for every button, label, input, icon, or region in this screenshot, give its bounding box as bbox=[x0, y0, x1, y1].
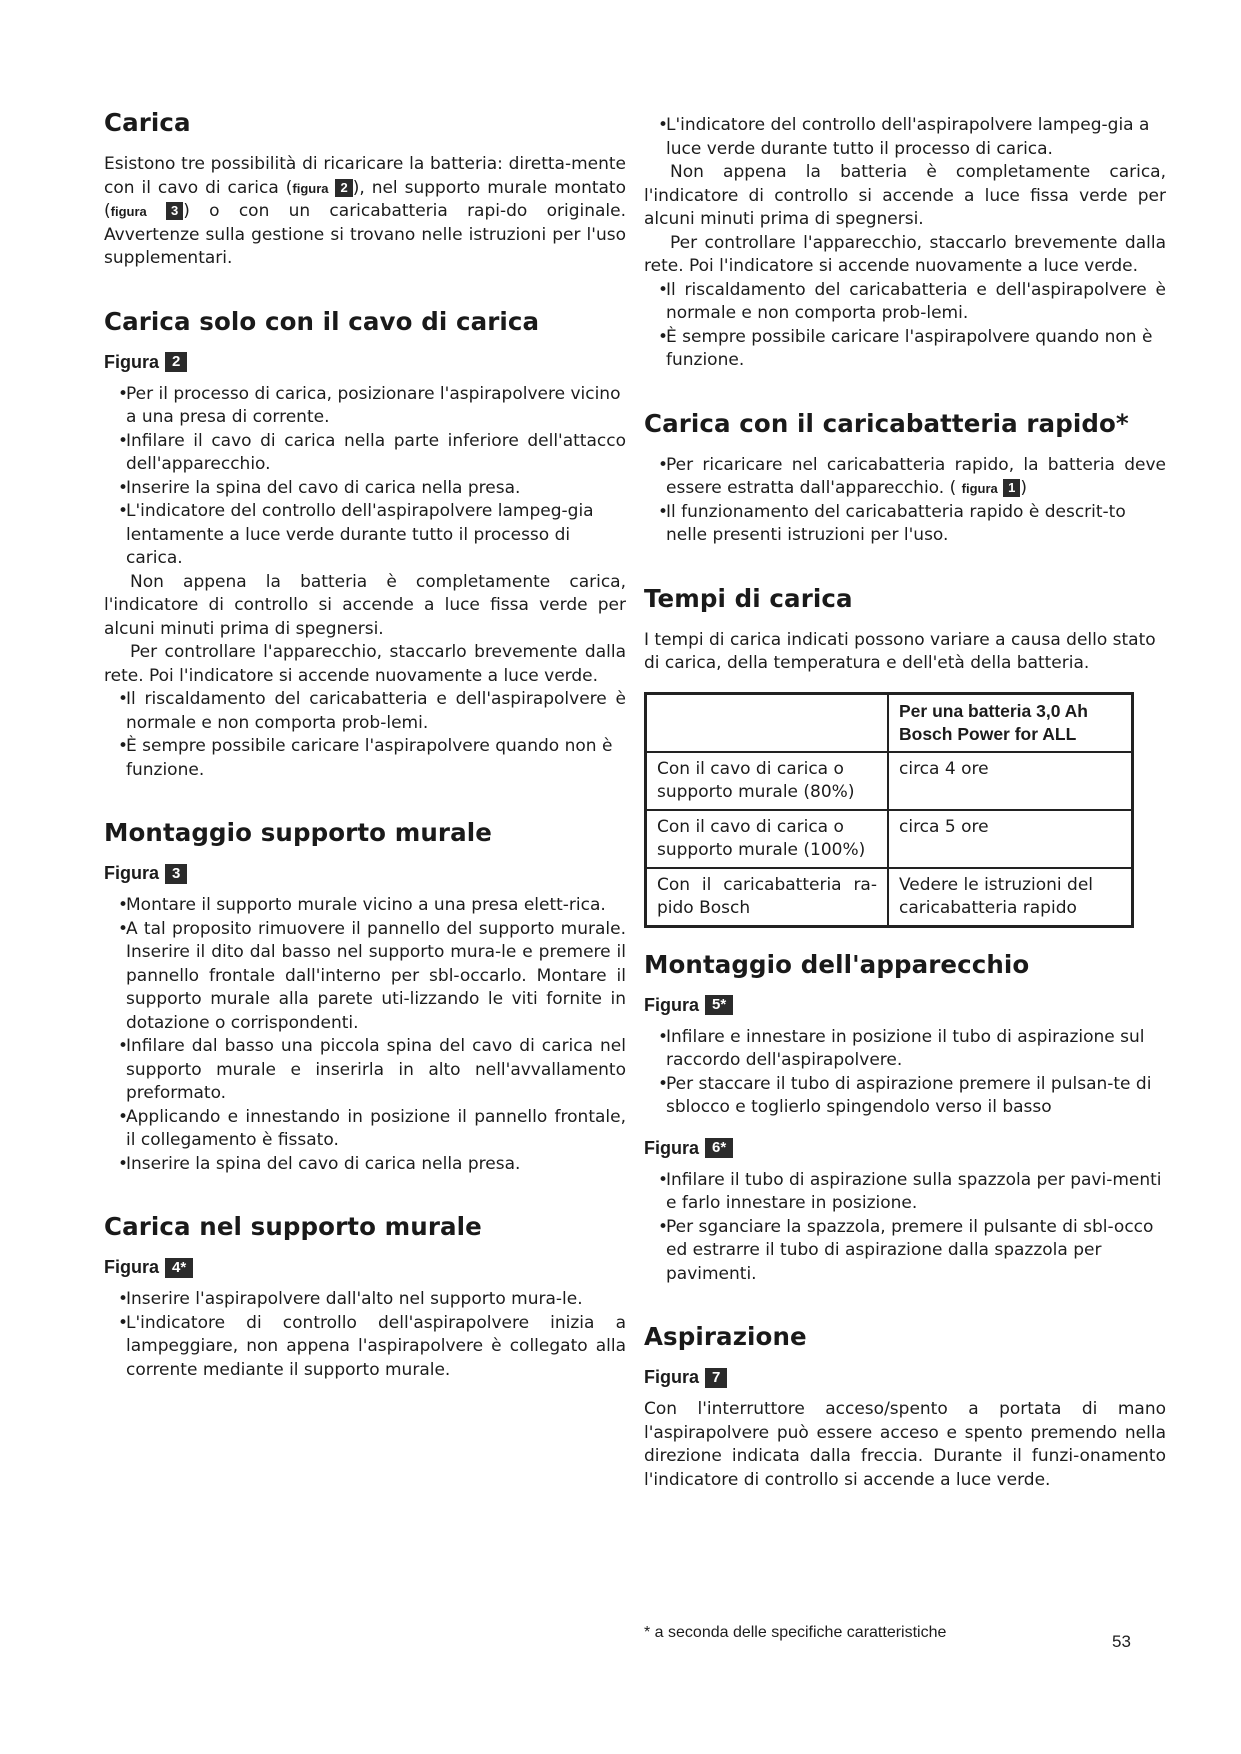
list-item: • A tal proposito rimuovere il pannello del supporto murale. Inserire il dito dal basso nel supporto mura-le e premere il pannello frontale dall'interno per sbl-occarlo. Montare il supporto murale alla parete uti-lizzando le viti fornite in dotazione o corrispondenti. bbox=[126, 918, 626, 1036]
figure-label: Figura 6* bbox=[644, 1138, 1166, 1159]
figure-label: Figura 4* bbox=[104, 1257, 626, 1278]
paragraph: Per controllare l'apparecchio, staccarlo brevemente dalla rete. Poi l'indicatore si accende nuovamente a luce verde. bbox=[644, 232, 1166, 276]
list-item: • Il riscaldamento del caricabatteria e dell'aspirapolvere è normale e non comporta prob-lemi. bbox=[126, 688, 626, 735]
carica-paragraph: Esistono tre possibilità di ricaricare la batteria: diretta-mente con il cavo di carica (figura 2 ), nel supporto murale montato (figura 3 ) o con un caricabatteria rapi-do originale. Avvertenze sulla gestione si trovano nelle istruzioni per l'uso supplementari. bbox=[104, 154, 627, 268]
list-item: • Infilare dal basso una piccola spina del cavo di carica nel supporto murale e inserirla in alto nell'avvallamento preformato. bbox=[126, 1035, 626, 1106]
bullet-list bbox=[104, 383, 626, 571]
section-montaggio-apparecchio bbox=[644, 950, 1166, 1287]
left-column bbox=[104, 108, 626, 1418]
table-cell: Vedere le istruzioni del caricabatteria rapido bbox=[888, 868, 1133, 927]
bullet-list bbox=[104, 688, 626, 782]
page-number: 53 bbox=[1112, 1632, 1131, 1651]
section-carica-continued bbox=[644, 114, 1166, 373]
list-item: • Montare il supporto murale vicino a una presa elett-rica. bbox=[126, 894, 626, 918]
list-item: • L'indicatore del controllo dell'aspirapolvere lampeg-gia lentamente a luce verde durante tutto il processo di carica. bbox=[126, 500, 626, 571]
list-item: • Il riscaldamento del caricabatteria e dell'aspirapolvere è normale e non comporta prob-lemi. bbox=[666, 279, 1166, 326]
paragraph: Non appena la batteria è completamente carica, l'indicatore di controllo si accende a luce fissa verde per alcuni minuti prima di spegnersi. bbox=[644, 162, 1166, 229]
bullet-list bbox=[104, 894, 626, 1176]
right-column bbox=[644, 114, 1166, 1528]
heading-supporto-murale: Carica nel supporto murale bbox=[104, 1212, 482, 1241]
list-item: • Applicando e innestando in posizione il pannello frontale, il collegamento è fissato. bbox=[126, 1106, 626, 1153]
tempi-intro: I tempi di carica indicati possono variare a causa dello stato di carica, della temperatura e dell'età della batteria. bbox=[644, 629, 1156, 673]
bullet-list bbox=[644, 114, 1166, 161]
paragraph: Non appena la batteria è completamente carica, l'indicatore di controllo si accende a luce fissa verde per alcuni minuti prima di spegnersi. bbox=[104, 571, 626, 639]
list-item: • Inserire la spina del cavo di carica nella presa. bbox=[126, 1153, 626, 1177]
list-item: • È sempre possibile caricare l'aspirapolvere quando non è funzione. bbox=[666, 326, 1166, 373]
bullet-list bbox=[644, 279, 1166, 373]
section-aspirazione bbox=[644, 1322, 1166, 1492]
figure-badge: 6* bbox=[705, 1138, 733, 1158]
bullet-list bbox=[644, 454, 1166, 548]
list-item: • Infilare il cavo di carica nella parte inferiore dell'attacco dell'apparecchio. bbox=[126, 430, 626, 477]
figure-badge: 5* bbox=[705, 995, 733, 1015]
figure-badge: 4* bbox=[165, 1258, 193, 1278]
heading-montaggio-apparecchio: Montaggio dell'apparecchio bbox=[644, 949, 1030, 979]
footnote: * a seconda delle specifiche caratteristiche bbox=[644, 1624, 947, 1641]
list-item: • Per sganciare la spazzola, premere il pulsante di sbl-occo ed estrarre il tubo di aspirazione dalla spazzola per pavimenti. bbox=[666, 1216, 1166, 1287]
figure-badge: 2 bbox=[335, 179, 352, 197]
heading-solo-cavo: Carica solo con il cavo di carica bbox=[104, 306, 540, 336]
bullet-list bbox=[644, 1169, 1166, 1287]
table-cell bbox=[646, 693, 889, 752]
section-caricabatteria-rapido bbox=[644, 409, 1166, 548]
table-cell: circa 4 ore bbox=[888, 752, 1133, 810]
list-item: • È sempre possibile caricare l'aspirapolvere quando non è funzione. bbox=[126, 735, 626, 782]
table-row bbox=[646, 868, 1133, 927]
figure-badge: 7 bbox=[705, 1368, 727, 1388]
figure-badge: 3 bbox=[166, 202, 183, 220]
bullet-list bbox=[644, 1026, 1166, 1120]
list-item: • L'indicatore del controllo dell'aspirapolvere lampeg-gia a luce verde durante tutto il processo di carica. bbox=[666, 114, 1166, 161]
figure-label: Figura 3 bbox=[104, 863, 626, 884]
list-item: • Per il processo di carica, posizionare l'aspirapolvere vicino a una presa di corrente. bbox=[126, 383, 626, 430]
heading-tempi: Tempi di carica bbox=[644, 583, 853, 613]
figure-label: Figura 2 bbox=[104, 352, 626, 373]
table-cell: Con il cavo di carica o supporto murale (100%) bbox=[646, 810, 889, 868]
list-item: • Inserire l'aspirapolvere dall'alto nel supporto mura-le. bbox=[126, 1288, 626, 1312]
figure-badge: 3 bbox=[165, 864, 187, 884]
table-header-row bbox=[646, 693, 1133, 752]
section-montaggio-supporto bbox=[104, 818, 626, 1176]
section-carica bbox=[104, 108, 626, 271]
section-solo-cavo bbox=[104, 307, 626, 783]
list-item: • L'indicatore di controllo dell'aspirapolvere inizia a lampeggiare, non appena l'aspirapolvere è collegato alla corrente mediante il supporto murale. bbox=[126, 1312, 626, 1383]
table-row bbox=[646, 810, 1133, 868]
heading-montaggio-supporto: Montaggio supporto murale bbox=[104, 818, 492, 847]
list-item: • Infilare il tubo di aspirazione sulla spazzola per pavi-menti e farlo innestare in posizione. bbox=[666, 1169, 1166, 1216]
list-item: • Il funzionamento del caricabatteria rapido è descrit-to nelle presenti istruzioni per l'uso. bbox=[666, 501, 1166, 548]
heading-carica: Carica bbox=[104, 108, 191, 137]
list-item: • Infilare e innestare in posizione il tubo di aspirazione sul raccordo dell'aspirapolvere. bbox=[666, 1026, 1166, 1073]
table-header-cell: Per una batteria 3,0 Ah Bosch Power for ALL bbox=[888, 693, 1133, 752]
table-cell: circa 5 ore bbox=[888, 810, 1133, 868]
table-cell: Con il cavo di carica o supporto murale (80%) bbox=[646, 752, 889, 810]
section-supporto-murale bbox=[104, 1212, 626, 1382]
figure-label: Figura 7 bbox=[644, 1367, 1166, 1388]
heading-aspirazione: Aspirazione bbox=[644, 1322, 807, 1351]
figure-label: Figura 5* bbox=[644, 995, 1166, 1016]
paragraph: Con l'interruttore acceso/spento a portata di mano l'aspirapolvere può essere acceso e spento premendo nella direzione indicata dalla freccia. Durante il funzi-onamento l'indicatore di controllo si accende a luce verde. bbox=[644, 1399, 1166, 1490]
list-item: • Inserire la spina del cavo di carica nella presa. bbox=[126, 477, 626, 501]
figure-badge: 1 bbox=[1003, 479, 1020, 497]
section-tempi bbox=[644, 584, 1166, 928]
heading-rapido: Carica con il caricabatteria rapido* bbox=[644, 408, 1129, 438]
paragraph: Per controllare l'apparecchio, staccarlo brevemente dalla rete. Poi l'indicatore si accende nuovamente a luce verde. bbox=[104, 642, 626, 686]
list-item: • Per ricaricare nel caricabatteria rapido, la batteria deve essere estratta dall'apparecchio. ( figura 1 ) bbox=[666, 454, 1166, 501]
table-cell: Con il caricabatteria ra-pido Bosch bbox=[646, 868, 889, 927]
bullet-list bbox=[104, 1288, 626, 1382]
list-item: • Per staccare il tubo di aspirazione premere il pulsan-te di sblocco e toglierlo spingendolo verso il basso bbox=[666, 1073, 1166, 1120]
table-row bbox=[646, 752, 1133, 810]
charging-times-table bbox=[644, 692, 1134, 928]
figure-badge: 2 bbox=[165, 352, 187, 372]
